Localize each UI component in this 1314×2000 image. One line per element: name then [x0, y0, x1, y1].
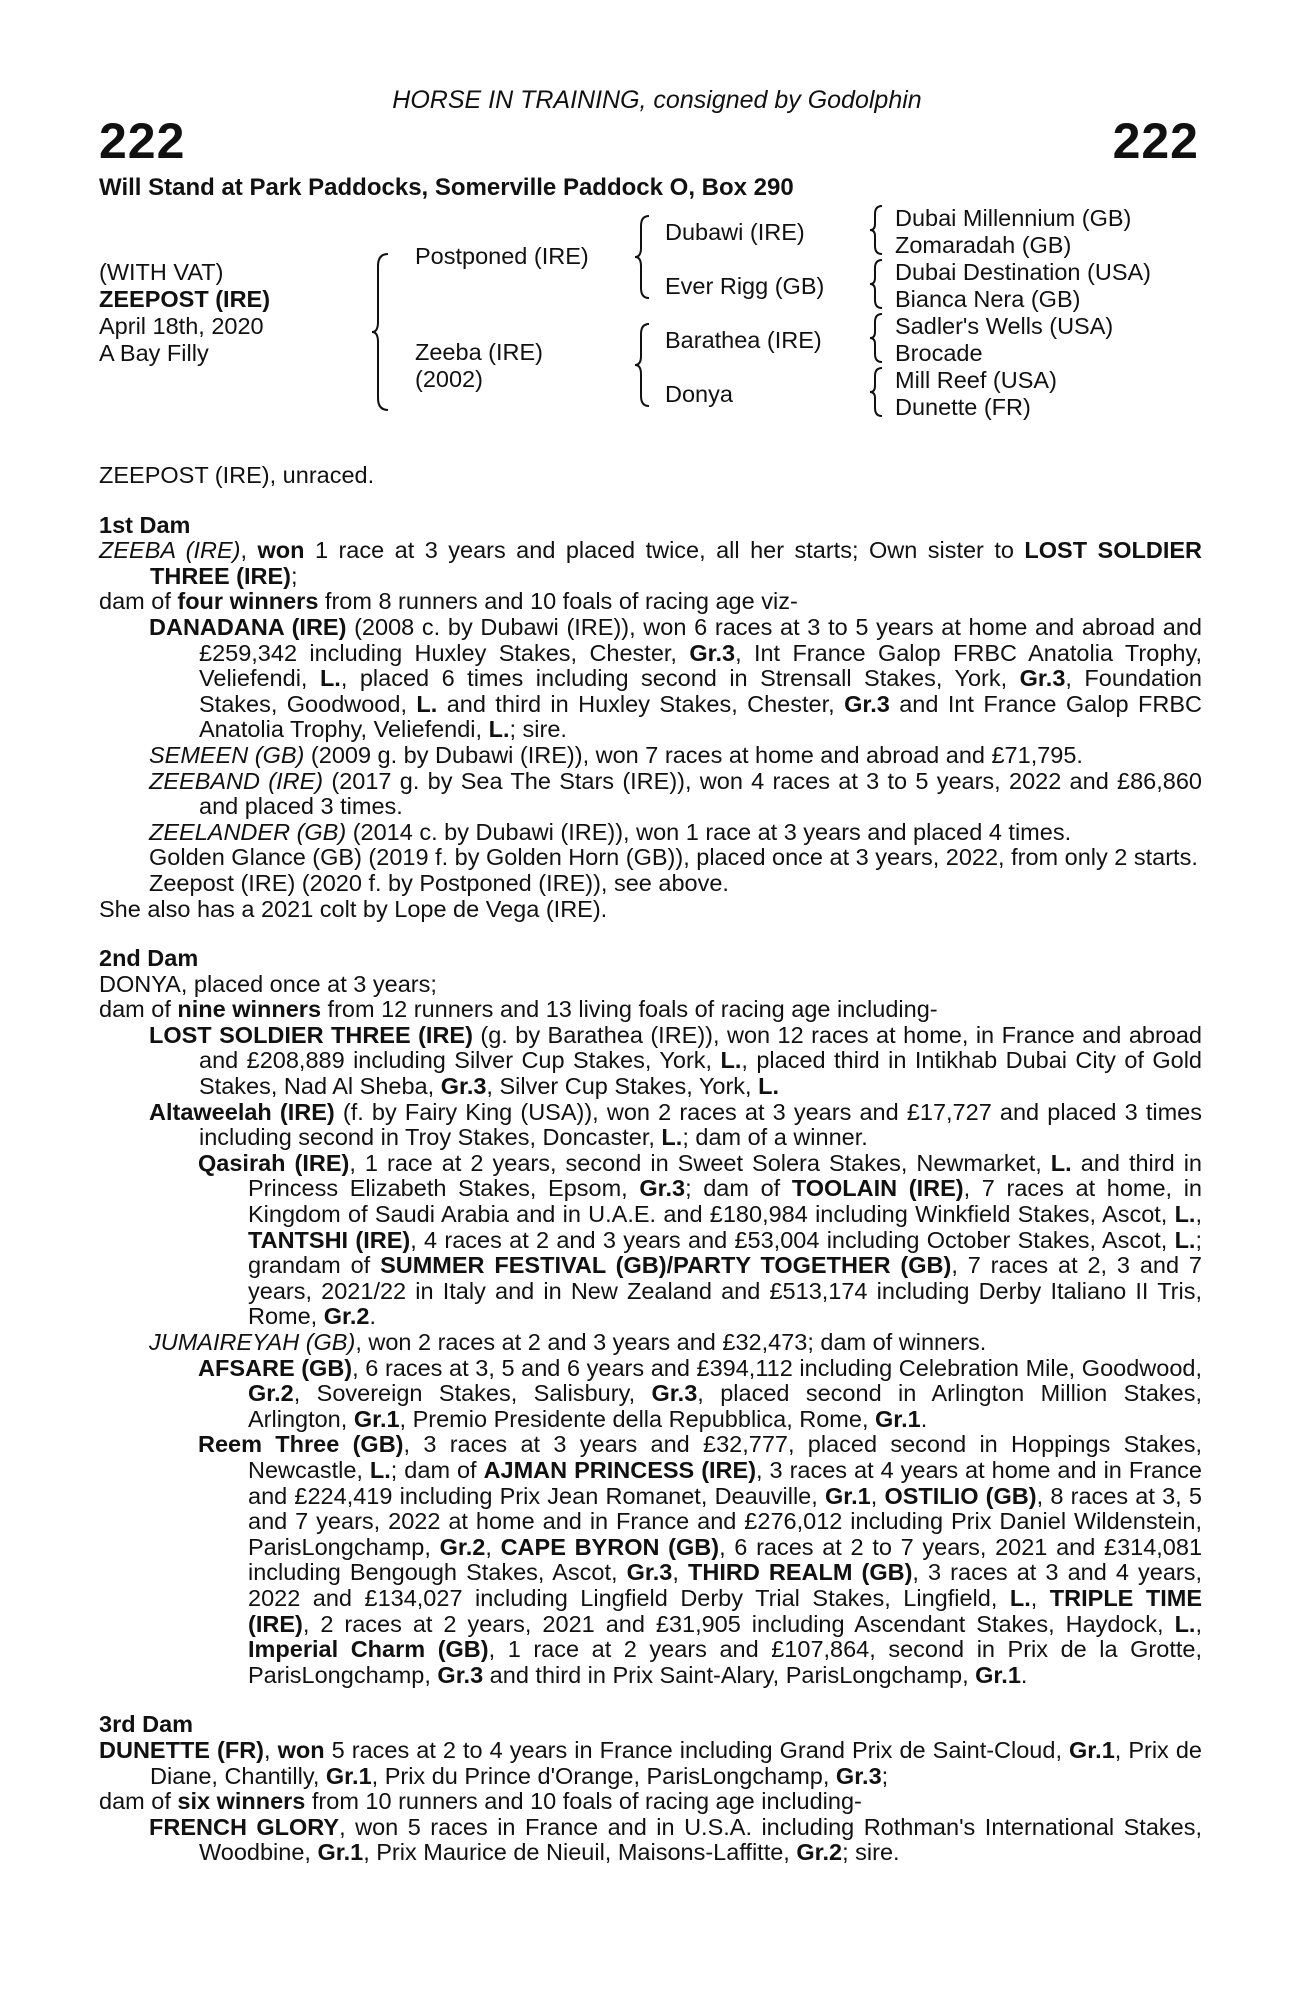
- grandparent-5: Sadler's Wells (USA): [895, 313, 1114, 339]
- brace-g78: [868, 366, 886, 418]
- lot-number-left: 222: [99, 113, 186, 169]
- dam1-produce: dam of four winners from 8 runners and 10 foals of racing age viz-: [99, 588, 798, 615]
- progeny-golden-glance: Golden Glance (GB) (2019 f. by Golden Horn (GB)), placed once at 3 years, 2022, from only 2 starts.: [149, 844, 1198, 871]
- sire-dam: Ever Rigg (GB): [665, 273, 825, 299]
- sire: Postponed (IRE): [415, 243, 589, 269]
- stand-location: Will Stand at Park Paddocks, Somerville Paddock O, Box 290: [99, 174, 794, 201]
- grandparent-2: Zomaradah (GB): [895, 232, 1072, 258]
- dam3-heading: 3rd Dam: [99, 1711, 194, 1738]
- progeny-qasirah: Qasirah (IRE), 1 race at 2 years, second in Sweet Solera Stakes, Newmarket, L. and third in Princess Elizabeth Stakes, Epsom, Gr.3; dam of TOOLAIN (IRE), 7 races at home, in Kingdom of Saudi Arabia and in U.A.E. and £180,984 including Winkfield Stakes, Ascot, L., TANTSHI (IRE), 4 races at 2 and 3 years and £53,004 including October Stakes, Ascot, L.; grandam of SUMMER FESTIVAL (GB)/PARTY TOGETHER (GB), 7 races at 2, 3 and 7 years, 2021/22 in Italy and in New Zealand and £513,174 including Derby Italiano II Tris, Rome, Gr.2.: [198, 1149, 1203, 1330]
- dam2-produce: dam of nine winners from 12 runners and 13 living foals of racing age including-: [99, 996, 938, 1023]
- race-record: ZEEPOST (IRE), unraced.: [99, 462, 375, 488]
- progeny-danadana: DANADANA (IRE) (2008 c. by Dubawi (IRE)), won 6 races at 3 to 5 years at home and abroad and £259,342 including Huxley Stakes, Chester, Gr.3, Int France Galop FRBC Anatolia Trophy, Veliefendi, L., placed 6 times including second in Strensall Stakes, York, Gr.3, Foundation Stakes, Goodwood, L. and third in Huxley Stakes, Chester, Gr.3 and Int France Galop FRBC Anatolia Trophy, Veliefendi, L.; sire.: [149, 613, 1203, 743]
- dam3-produce: dam of six winners from 10 runners and 10 foals of racing age including-: [99, 1788, 862, 1815]
- vat-label: (WITH VAT): [99, 259, 224, 285]
- brace-main: [370, 252, 392, 412]
- sire-sire: Dubawi (IRE): [665, 219, 805, 245]
- brace-g12: [868, 204, 886, 256]
- progeny-zeepost: Zeepost (IRE) (2020 f. by Postponed (IRE)), see above.: [149, 869, 729, 896]
- brace-dam: [633, 322, 653, 408]
- grandparent-7: Mill Reef (USA): [895, 367, 1057, 393]
- horse-name: ZEEPOST (IRE): [99, 286, 271, 312]
- grandparent-1: Dubai Millennium (GB): [895, 205, 1132, 231]
- progeny-french-glory: FRENCH GLORY, won 5 races in France and in U.S.A. including Rothman's International Stakes, Woodbine, Gr.1, Prix Maurice de Nieuil, Maisons-Laffitte, Gr.2; sire.: [149, 1813, 1202, 1866]
- lot-number-right: 222: [1112, 113, 1199, 169]
- brace-g34: [868, 258, 886, 310]
- dam1-heading: 1st Dam: [99, 511, 191, 538]
- brace-sire: [633, 214, 653, 300]
- progeny-lost-soldier-three: LOST SOLDIER THREE (IRE) (g. by Barathea (IRE)), won 12 races at home, in France and abroad and £208,889 including Silver Cup Stakes, York, L., placed third in Intikhab Dubai City of Gold Stakes, Nad Al Sheba, Gr.3, Silver Cup Stakes, York, L.: [149, 1021, 1202, 1100]
- progeny-jumaireyah: JUMAIREYAH (GB), won 2 races at 2 and 3 years and £32,473; dam of winners.: [149, 1329, 987, 1355]
- progeny-zeeband: ZEEBAND (IRE) (2017 g. by Sea The Stars (IRE)), won 4 races at 3 to 5 years, 2022 and £86,860 and placed 3 times.: [149, 767, 1202, 820]
- dam-dam: Donya: [665, 381, 733, 407]
- grandparent-6: Brocade: [895, 340, 983, 366]
- horse-description: A Bay Filly: [99, 340, 209, 366]
- consignor-line: HORSE IN TRAINING, consigned by Godolphin: [392, 86, 922, 114]
- dam-sire: Barathea (IRE): [665, 327, 822, 353]
- dam1-summary: ZEEBA (IRE), won 1 race at 3 years and placed twice, all her starts; Own sister to LOST SOLDIER THREE (IRE);: [99, 537, 1203, 589]
- progeny-reem-three: Reem Three (GB), 3 races at 3 years and £32,777, placed second in Hoppings Stakes, Newcastle, L.; dam of AJMAN PRINCESS (IRE), 3 races at 4 years at home and in France and £224,419 including Prix Jean Romanet, Deauville, Gr.1, OSTILIO (GB), 8 races at 3, 5 and 7 years, 2022 at home and in France and £276,012 including Prix Daniel Wildenstein, ParisLongchamp, Gr.2, CAPE BYRON (GB), 6 races at 2 to 7 years, 2021 and £314,081 including Bengough Stakes, Ascot, Gr.3, THIRD REALM (GB), 3 races at 3 and 4 years, 2022 and £134,027 including Lingfield Derby Trial Stakes, Lingfield, L., TRIPLE TIME (IRE), 2 races at 2 years, 2021 and £31,905 including Ascendant Stakes, Haydock, L., Imperial Charm (GB), 1 race at 2 years and £107,864, second in Prix de la Grotte, ParisLongchamp, Gr.3 and third in Prix Saint-Alary, ParisLongchamp, Gr.1.: [198, 1431, 1203, 1688]
- dam-year: (2002): [415, 366, 483, 392]
- brace-g56: [868, 312, 886, 364]
- grandparent-4: Bianca Nera (GB): [895, 286, 1081, 312]
- progeny-afsare: AFSARE (GB), 6 races at 3, 5 and 6 years and £394,112 including Celebration Mile, Goodwood, Gr.2, Sovereign Stakes, Salisbury, Gr.3, placed second in Arlington Million Stakes, Arlington, Gr.1, Premio Presidente della Repubblica, Rome, Gr.1.: [198, 1354, 1202, 1432]
- progeny-altaweelah: Altaweelah (IRE) (f. by Fairy King (USA)), won 2 races at 3 years and £17,727 and placed 3 times including second in Troy Stakes, Doncaster, L.; dam of a winner.: [149, 1098, 1202, 1151]
- grandparent-3: Dubai Destination (USA): [895, 259, 1151, 285]
- progeny-zeelander: ZEELANDER (GB) (2014 c. by Dubawi (IRE)), won 1 race at 3 years and placed 4 times.: [149, 818, 1072, 845]
- dam2-heading: 2nd Dam: [99, 945, 199, 972]
- dam1-also: She also has a 2021 colt by Lope de Vega (IRE).: [99, 895, 608, 922]
- grandparent-8: Dunette (FR): [895, 394, 1031, 420]
- horse-dob: April 18th, 2020: [99, 313, 264, 339]
- progeny-semeen: SEMEEN (GB) (2009 g. by Dubawi (IRE)), won 7 races at home and abroad and £71,795.: [149, 741, 1083, 768]
- dam3-summary: DUNETTE (FR), won 5 races at 2 to 4 years in France including Grand Prix de Saint-Cloud, Gr.1, Prix de Diane, Chantilly, Gr.1, Prix du Prince d'Orange, ParisLongchamp, Gr.3;: [99, 1736, 1202, 1789]
- catalogue-body: [99, 463, 1202, 1866]
- dam: Zeeba (IRE): [415, 339, 543, 365]
- dam2-summary: DONYA, placed once at 3 years;: [99, 970, 437, 997]
